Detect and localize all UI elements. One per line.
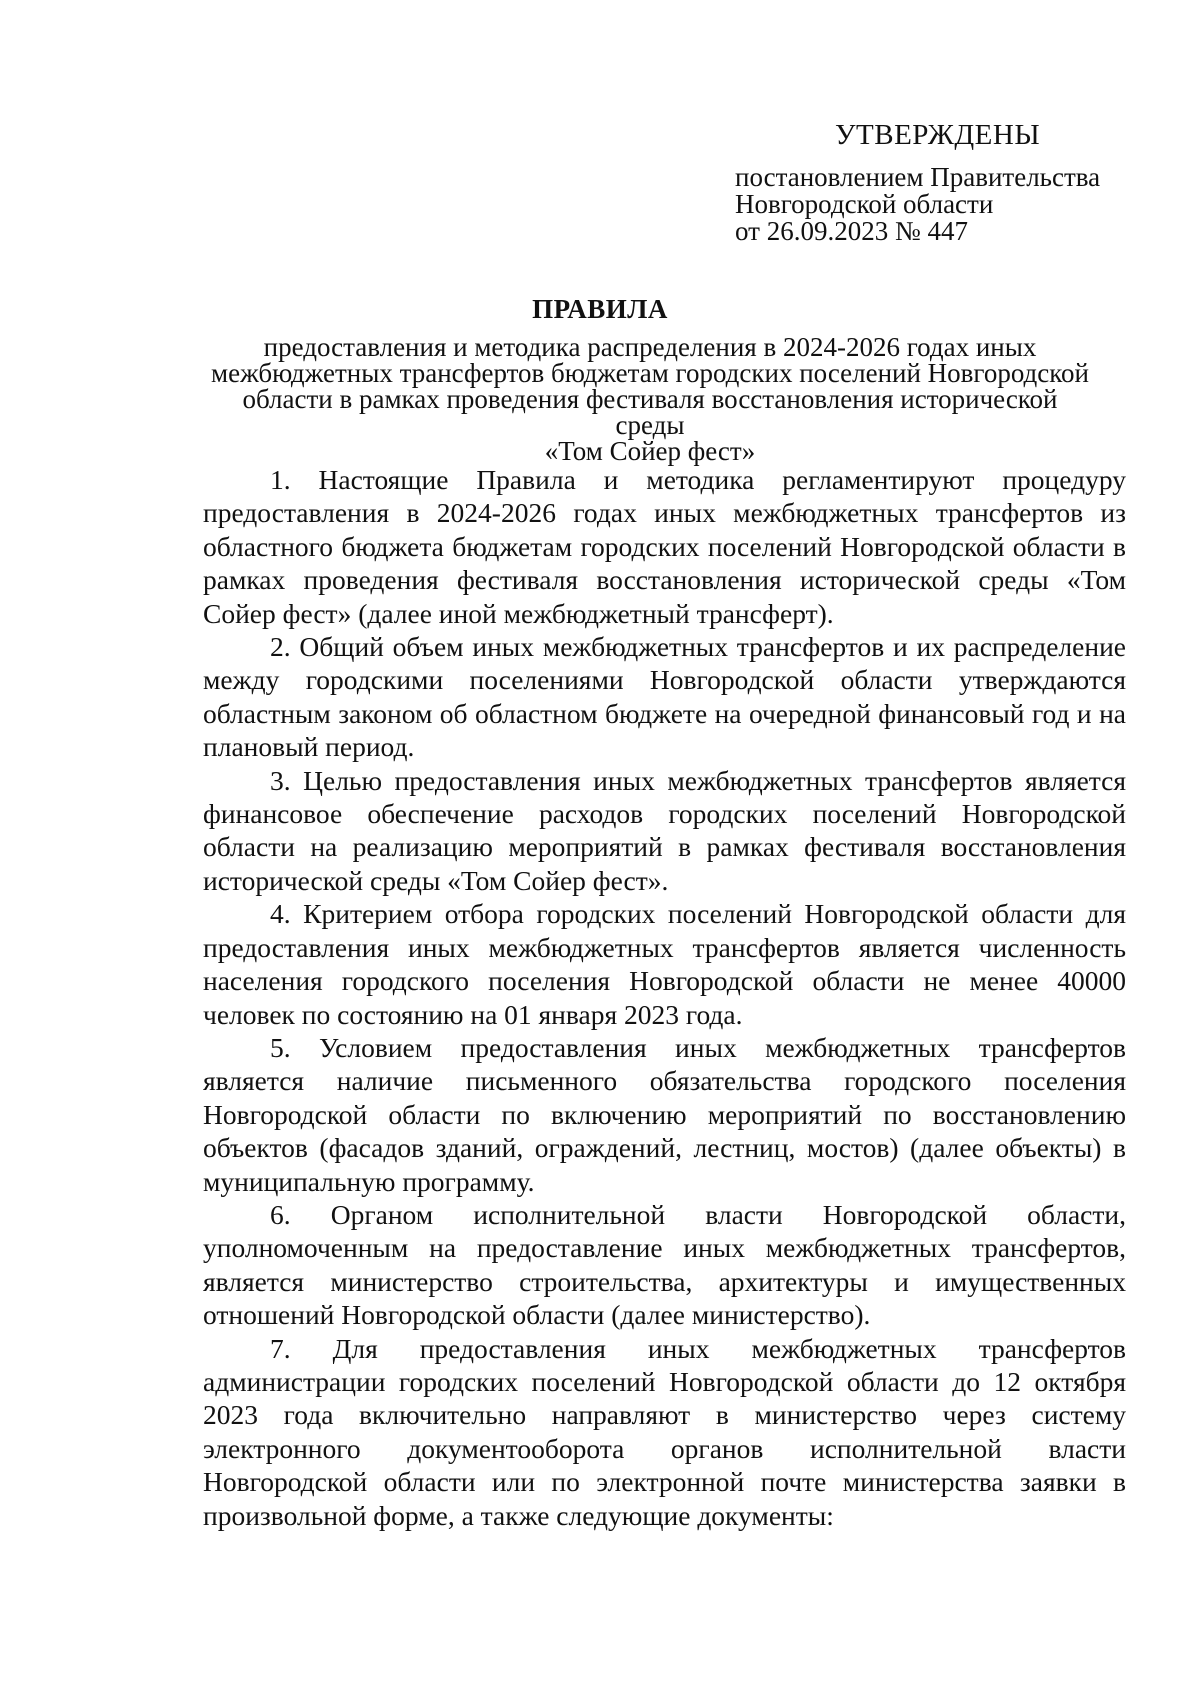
subtitle-line: области в рамках проведения фестиваля восстановления исторической среды: [242, 384, 1058, 440]
paragraph-1: 1. Настоящие Правила и методика регламентируют процедуру предоставления в 2024-2026 годах иных межбюджетных трансфертов из областного бюджета бюджетам городских поселений Новгородской области в рамках проведения фестиваля восстановления исторической среды «Том Сойер фест» (далее иной межбюджетный трансферт).: [203, 464, 1126, 629]
subtitle-line: «Том Сойер фест»: [544, 436, 756, 466]
approval-title: УТВЕРЖДЕНЫ: [835, 119, 1041, 151]
document-body: [203, 463, 1126, 1532]
subtitle-line: межбюджетных трансфертов бюджетам городских поселений Новгородской: [211, 358, 1089, 388]
approval-line-1: постановлением Правительства: [735, 162, 1101, 192]
approval-line-2: Новгородской области: [735, 189, 994, 219]
paragraph-6: 6. Органом исполнительной власти Новгородской области, уполномоченным на предоставление иных межбюджетных трансфертов, является министерство строительства, архитектуры и имущественных отношений Новгородской области (далее министерство).: [203, 1198, 1126, 1331]
paragraph-2: 2. Общий объем иных межбюджетных трансфертов и их распределение между городскими поселениями Новгородской области утверждаются областным законом об областном бюджете на очередной финансовый год и на плановый период.: [203, 631, 1126, 763]
document-title: ПРАВИЛА: [532, 294, 668, 324]
subtitle-line: предоставления и методика распределения в 2024-2026 годах иных: [263, 332, 1037, 362]
approval-stamp-block: [735, 118, 1155, 245]
paragraph-3: 3. Целью предоставления иных межбюджетных трансфертов является финансовое обеспечение расходов городских поселений Новгородской области на реализацию мероприятий в рамках фестиваля восстановления исторической среды «Том Сойер фест».: [203, 764, 1126, 896]
paragraph-4: 4. Критерием отбора городских поселений Новгородской области для предоставления иных межбюджетных трансфертов является численность населения городского поселения Новгородской области не менее 40000 человек по состоянию на 01 января 2023 года.: [203, 898, 1126, 1030]
document-subtitle: [205, 334, 1095, 464]
paragraph-7: 7. Для предоставления иных межбюджетных трансфертов администрации городских поселений Новгородской области до 12 октября 2023 года включительно направляют в министерство через систему электронного документооборота органов исполнительной власти Новгородской области или по электронной почте министерства заявки в произвольной форме, а также следующие документы:: [203, 1332, 1126, 1531]
paragraph-5: 5. Условием предоставления иных межбюджетных трансфертов является наличие письменного обязательства городского поселения Новгородской области по включению мероприятий по восстановлению объектов (фасадов зданий, ограждений, лестниц, мостов) (далее объекты) в муниципальную программу.: [203, 1031, 1126, 1197]
approval-line-3: от 26.09.2023 № 447: [735, 216, 968, 246]
